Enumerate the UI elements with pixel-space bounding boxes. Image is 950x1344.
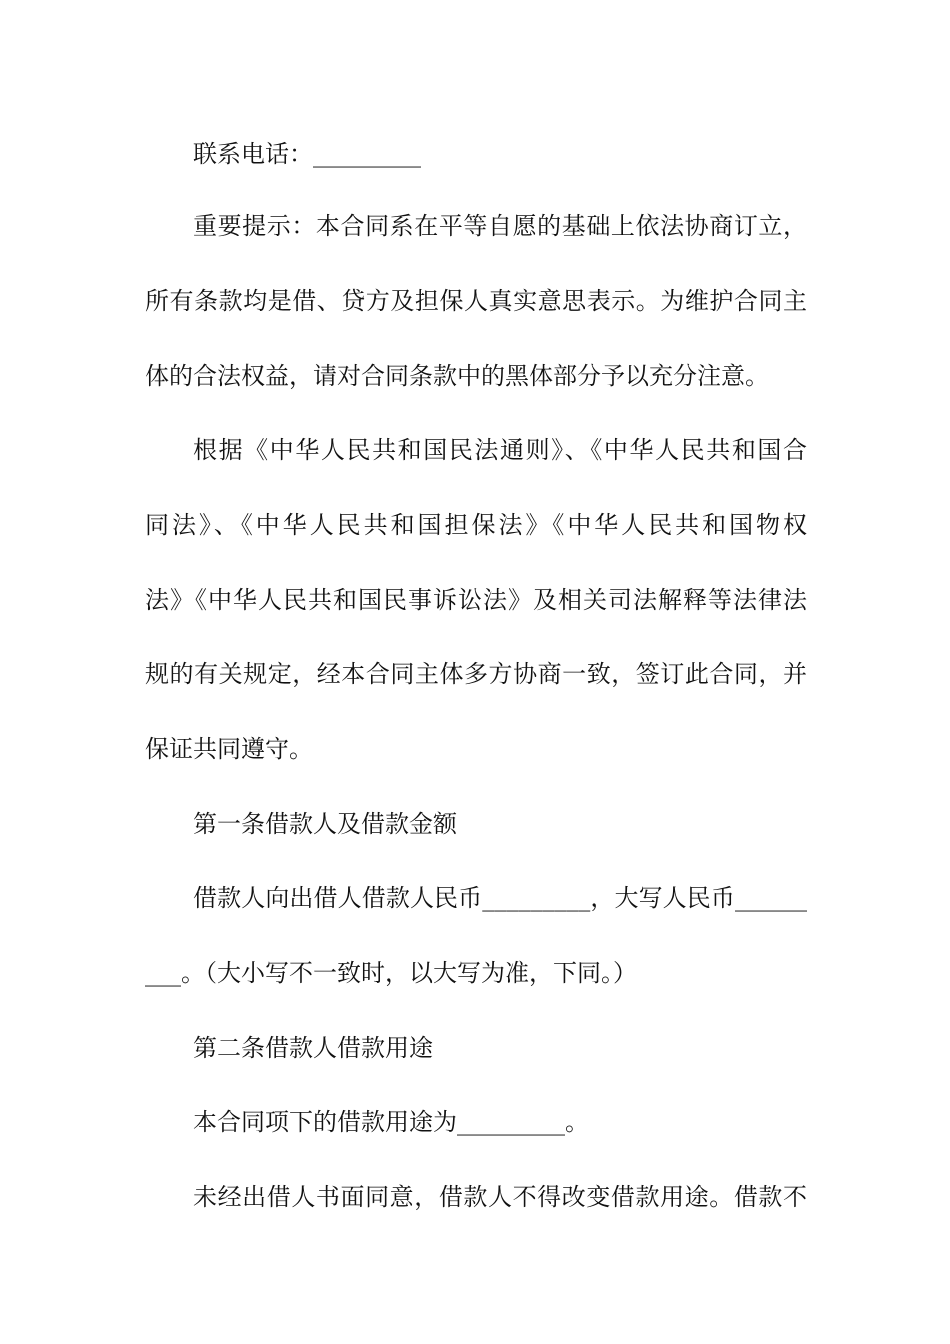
- article-2-heading: 第二条借款人借款用途: [193, 1034, 433, 1062]
- notice-paragraph-line-1: 重要提示：本合同系在平等自愿的基础上依法协商订立，: [193, 212, 807, 240]
- notice-paragraph-line-3: 体的合法权益，请对合同条款中的黑体部分予以充分注意。: [145, 362, 769, 390]
- basis-paragraph-line-1: 根据《中华人民共和国民法通则》、《中华人民共和国合: [193, 436, 807, 464]
- loan-amount-line-2: ___。（大小写不一致时，以大写为准，下同。）: [145, 959, 637, 987]
- basis-paragraph-line-4: 规的有关规定，经本合同主体多方协商一致，签订此合同，并: [145, 660, 807, 688]
- basis-paragraph-line-2: 同法》、《中华人民共和国担保法》《中华人民共和国物权: [145, 511, 807, 539]
- contact-phone-line: 联系电话：_________: [193, 140, 421, 168]
- basis-paragraph-line-3: 法》《中华人民共和国民事诉讼法》及相关司法解释等法律法: [145, 586, 807, 614]
- purpose-restriction-line: 未经出借人书面同意，借款人不得改变借款用途。借款不: [193, 1183, 807, 1211]
- loan-purpose-line: 本合同项下的借款用途为_________。: [193, 1108, 589, 1136]
- article-1-heading: 第一条借款人及借款金额: [193, 810, 457, 838]
- loan-amount-line-1: 借款人向出借人借款人民币_________，大写人民币______: [193, 884, 807, 912]
- notice-paragraph-line-2: 所有条款均是借、贷方及担保人真实意思表示。为维护合同主: [145, 287, 807, 315]
- basis-paragraph-line-5: 保证共同遵守。: [145, 735, 313, 763]
